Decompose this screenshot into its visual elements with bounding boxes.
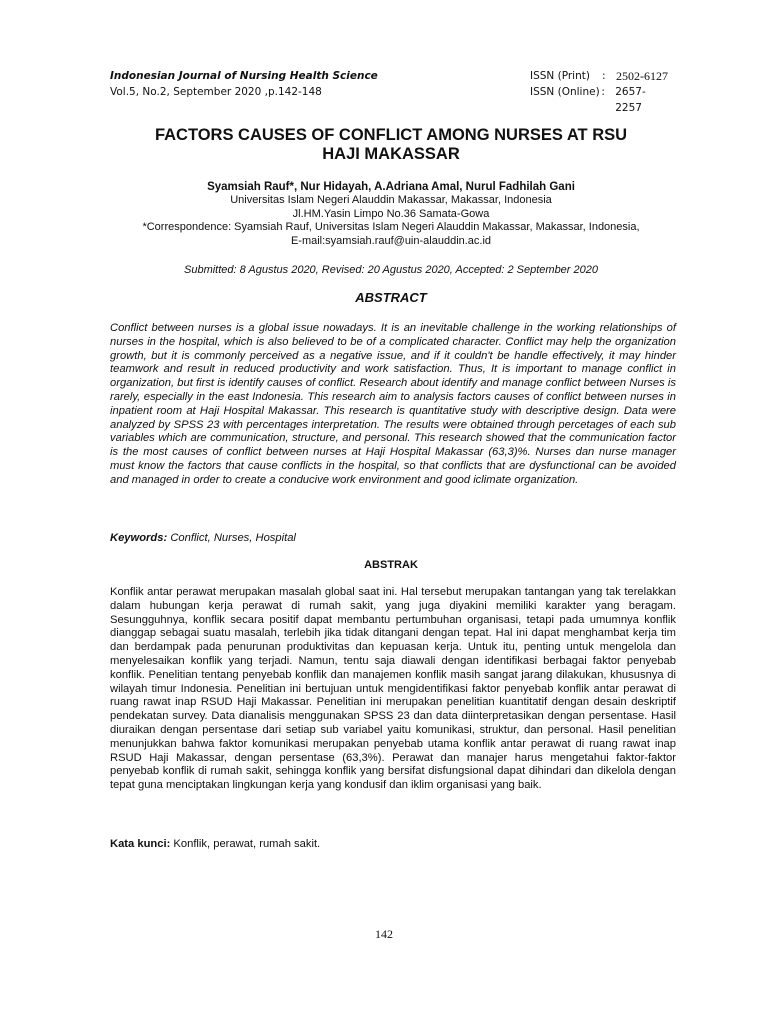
submission-dates: Submitted: 8 Agustus 2020, Revised: 20 Agustus 2020, Accepted: 2 September 2020 xyxy=(184,264,598,276)
journal-header xyxy=(110,68,672,116)
keywords-label: Keywords: xyxy=(110,532,168,544)
issn-online-label: ISSN (Online) xyxy=(530,86,600,98)
issn-block xyxy=(530,68,672,116)
issn-print-value: 2502-6127 xyxy=(616,69,668,83)
issn-print-label: ISSN (Print) xyxy=(530,70,590,82)
journal-info xyxy=(110,68,378,116)
paper-title xyxy=(110,126,672,164)
author-email: E-mail:syamsiah.rauf@uin-alauddin.ac.id xyxy=(290,234,492,247)
author-correspondence: *Correspondence: Syamsiah Rauf, Universitas Islam Negeri Alauddin Makassar, Makassar, Indonesia, xyxy=(142,221,640,233)
issn-online-sep: : xyxy=(601,86,605,98)
kata-kunci-values: Konflik, perawat, rumah sakit. xyxy=(173,838,321,850)
kata-kunci xyxy=(110,838,672,850)
abstract-heading: ABSTRACT xyxy=(355,290,427,305)
abstrak-text: Konflik antar perawat merupakan masalah global saat ini. Hal tersebut merupakan tantangan yang tak terelakkan dalam hubungan kerja perawat di rumah sakit, yang juga diyakini memiliki karakter yang beragam. Sesungguhnya, konflik secara positif dapat membantu pertumbuhan organisasi, tetapi pada umumnya konflik dianggap sebagai suatu masalah, terlebih jika tidak ditangani dengan tepat. Hal ini dapat menghambat kerja tim dan berdampak pada penurunan produktivitas dan kepuasan kerja. Untuk itu, penting untuk mengelola dan menyelesaikan konflik yang terjadi. Namun, tentu saja diawali dengan identifikasi berbagai faktor penyebab konflik. Penelitian tentang penyebab konflik dan manajemen konflik masih sangat jarang dilakukan, khususnya di wilayah timur Indonesia. Penelitian ini bertujuan untuk mengidentifikasi faktor penyebab konflik antar perawat di ruang rawat inap RSUD Haji Makassar. Penelitian ini merupakan penelitian kuantitatif dengan desain deskriptif pendekatan survey. Data dianalisis menggunakan SPSS 23 dan data diinterpretasikan dengan persentase. Hasil diuraikan dengan persentase dari setiap sub variabel yaitu komunikasi, struktur, dan personal. Hasil penelitian menunjukkan bahwa faktor komunikasi merupakan penyebab utama konflik antar perawat di ruang rawat inap RSUD Haji Makassar, dengan persentase (63,3%). Perawat dan manajer harus mengetahui faktor-faktor penyebab konflik di rumah sakit, sehingga konflik yang bersifat disfungsional dapat dihindari dan dikelola dengan tepat guna menciptakan lingkungan kerja yang kondusif dan iklim organisasi yang baik. xyxy=(110,586,676,792)
issn-online xyxy=(530,84,672,116)
author-affiliation: Universitas Islam Negeri Alauddin Makassar, Makassar, Indonesia xyxy=(230,194,552,206)
journal-volume: Vol.5, No.2, September 2020 ,p.142-148 xyxy=(110,86,322,98)
issn-online-value: 2657-2257 xyxy=(615,86,646,114)
abstract-text: Conflict between nurses is a global issue nowadays. It is an inevitable challenge in the working relationships of nurses in the hospital, which is also believed to be of a complicated character. Conflict may help the organization growth, but it is commonly perceived as a negative issue, and if it couldn't be handle effectively, it may hinder teamwork and result in reduced productivity and work satisfaction. Thus, It is important to manage conflict in organization, but first is identify causes of conflict. Research about identify and manage conflict between Nurses is rarely, especially in the east Indonesia. This research aim to analysis factors causes of conflict between nurses in inpatient room at Haji Hospital Makassar. This research is quantitative study with descriptive design. Data were analyzed by SPSS 23 with percentages interpretation. The results were obtained through percetages of each sub variables which are communication, structure, and personal. This research showed that the communication factor is the most causes of conflict between nurses at Haji Hospital Makassar (63,3)%. Nurses dan nurse manager must know the factors that cause conflicts in the hospital, so that conflicts that are dysfunctional can be avoided and managed in order to create a conducive work environment and good iclimate organization. xyxy=(110,322,676,486)
keywords xyxy=(110,532,672,544)
issn-print xyxy=(530,68,672,84)
author-block xyxy=(110,180,672,248)
journal-name: Indonesian Journal of Nursing Health Science xyxy=(110,70,378,82)
author-address: Jl.HM.Yasin Limpo No.36 Samata-Gowa xyxy=(292,207,490,220)
paper-title-line2: HAJI MAKASSAR xyxy=(322,145,460,163)
paper-title-line1: FACTORS CAUSES OF CONFLICT AMONG NURSES AT RSU xyxy=(154,126,628,144)
abstrak-heading: ABSTRAK xyxy=(364,559,418,571)
author-names: Syamsiah Rauf*, Nur Hidayah, A.Adriana Amal, Nurul Fadhilah Gani xyxy=(207,181,575,193)
issn-print-sep: : xyxy=(602,70,606,82)
kata-kunci-label: Kata kunci: xyxy=(110,838,171,850)
page-number: 142 xyxy=(375,927,393,941)
keywords-values: Conflict, Nurses, Hospital xyxy=(170,532,296,544)
